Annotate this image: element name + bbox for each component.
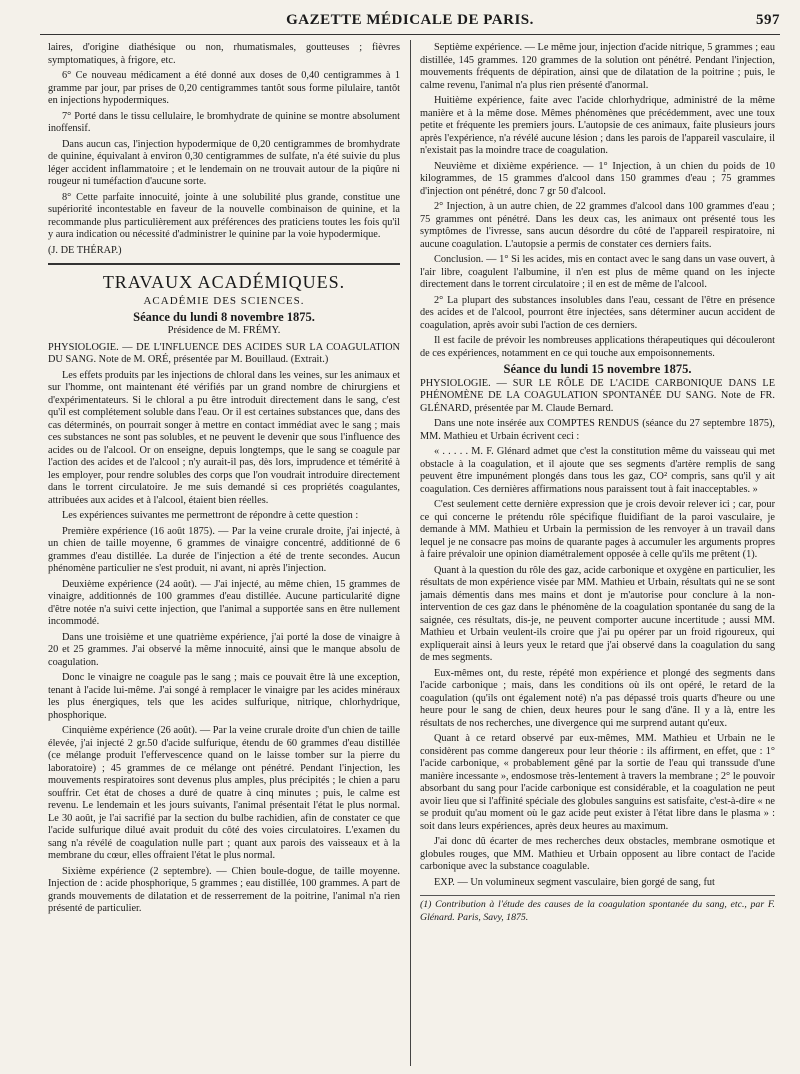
paragraph: J'ai donc dû écarter de mes recherches deux obstacles, membrane osmotique et globules rouges, que MM. Mathieu et Urbain opposent au libre contact de l'acide carbonique avec la substance coagulable.	[420, 836, 775, 872]
paragraph: Conclusion. — 1° Si les acides, mis en contact avec le sang dans un vase ouvert, à l'air libre, coagulent l'albumine, il n'en est plus de même quand on les injecte directement dans le torrent circulatoire ; il en est de même de l'alcool.	[420, 254, 775, 290]
paragraph: « . . . . . M. F. Glénard admet que c'est la constitution même du vaisseau qui met obstacle à la coagulation, et il ajoute que ses segments d'artère remplis de sang peuvent être impunément plongés dans tous les gaz, CO² compris, sans qu'il y ait coagulation. Ces dernières affirmations nous paraissent tout à fait inacceptables. »	[420, 446, 775, 495]
paragraph: Deuxième expérience (24 août). — J'ai injecté, au même chien, 15 grammes de vinaigre, additionnés de 100 grammes d'eau distillée. Aucune particularité digne d'être notée n'a suivi cette injection, que l'animal a supportée sans en être nullement incommodé.	[48, 578, 400, 627]
paragraph: 8° Cette parfaite innocuité, jointe à une solubilité plus grande, constitue une supériorité incontestable en faveur de la nouvelle combinaison de quinine, et la recommande plus particulièrement aux préférences des praticiens toutes les fois qu'il y aura indication ou nécessité d'administrer le quinine par la voie hypodermique.	[48, 191, 400, 240]
paragraph: Septième expérience. — Le même jour, injection d'acide nitrique, 5 grammes ; eau distillée, 145 grammes. 120 grammes de la solution ont pénétré. Pendant l'injection, mouvements fréquents de dépiration, ainsi que de dilatation de la poitrine ; puis, le calme revenu, l'animal n'a plus rien présenté d'anormal.	[420, 42, 775, 91]
paragraph: Les expériences suivantes me permettront de répondre à cette question :	[62, 510, 359, 521]
paragraph: 7° Porté dans le tissu cellulaire, le bromhydrate de quinine se montre absolument inoffensif.	[48, 110, 400, 134]
paragraph: Quant à ce retard observé par eux-mêmes, MM. Mathieu et Urbain ne le considèrent pas comme dangereux pour leur théorie : ils affirment, en effet, que : 1° l'acide carbonique, « probablement gêné par la sortie de l'eau qui transsude d'une manière incessante », endosmose très-lentement à travers la membrane ; 2° le pouvoir absorbant du sang pour l'acide carbonique est considérable, et la coagulation ne peut avoir lieu que si l'affinité spéciale des globules sanguins est satisfaite, c'est-à-dire « ne se produit qu'au moment où le gaz acide peut exister à l'état libre dans le plasma » : soit dans leurs expériences, après deux heures au maximum.	[420, 733, 775, 832]
paragraph: 2° La plupart des substances insolubles dans l'eau, cessant de l'être en présence des acides et de l'alcool, pourront être injectées, sans déterminer aucun accident de coagulation, après avoir subi l'action de ces derniers.	[420, 294, 775, 331]
source-signature: (J. DE THÉRAP.)	[48, 244, 122, 256]
column-divider	[410, 40, 411, 1066]
page-number: 597	[756, 12, 780, 28]
journal-title: GAZETTE MÉDICALE DE PARIS.	[286, 12, 534, 28]
academy-heading: ACADÉMIE DES SCIENCES.	[143, 295, 305, 307]
left-column	[48, 42, 400, 1070]
paragraph: C'est seulement cette dernière expression que je crois devoir relever ici ; car, pour ce qui concerne le prétendu rôle spécifique fluidifiant de la paroi vasculaire, je demande à MM. Mathieu et Urbain la permission de les renvoyer à un travail dans lequel je ne consacre pas moins de quarante pages à accumuler les arguments propres à faire prévaloir une opinion diamétralement opposée à celle qu'ils me prêtent (1).	[420, 499, 775, 560]
section-title: TRAVAUX ACADÉMIQUES.	[102, 272, 346, 292]
paragraph: Les effets produits par les injections de chloral dans les veines, sur les animaux et sur l'homme, ont maintenant été vérifiés par un grand nombre de chirurgiens et d'expérimentateurs. Si le chloral a pu être introduit directement dans le sang, c'est qu'il est complétement soluble dans l'eau. Or il est certaines substances que, dans des cas déterminés, on pourrait songer à mettre en contact immédiat avec le sang ; mais ces substances ne sont pas solubles, et ne peuvent le devenir que sous l'influence des acides ou de l'alcool. Or on enseigne, depuis longtemps, que le sang se coagule par l'action des acides et de l'alcool ; n'y aurait-il pas, dès lors, imprudence et témérité à les employer, pour rendre solubles des corps que l'on voudrait introduire directement dans le torrent circulatoire. Je me suis demandé si ces propriétés coagulantes, attribuées aux acides et à l'alcool, étaient bien réelles.	[48, 369, 400, 506]
paragraph: Il est facile de prévoir les nombreuses applications thérapeutiques qui découleront de ces expériences, notamment en ce qui touche aux empoisonnements.	[420, 335, 775, 359]
page-header	[40, 10, 780, 35]
section-rule	[48, 263, 400, 265]
seance-heading: Séance du lundi 8 novembre 1875.	[133, 309, 315, 324]
paragraph: Eux-mêmes ont, du reste, répété mon expérience et plongé des segments dans l'acide carbonique ; mais, dans les conditions où ils ont opéré, le retard de la coagulation (qu'ils ont également noté) n'a pas dépassé trois quarts d'heure ou une heure pour le sang de chien, deux heures pour le sang d'âne. Il y a là, entre les résultats de nos recherches, une divergence qui me surprend autant qu'eux.	[420, 667, 775, 729]
presidence-line: Présidence de M. FRÉMY.	[167, 325, 281, 336]
paragraph: Donc le vinaigre ne coagule pas le sang ; mais ce pouvait être là une exception, tenant à l'acide lui-même. J'ai songé à remplacer le vinaigre par les acides minéraux les plus énergiques, tels que les acides sulfurique, nitrique, chlorhydrique, phosphorique.	[48, 672, 400, 721]
paragraph: Cinquième expérience (26 août). — Par la veine crurale droite d'un chien de taille élevée, j'ai injecté 2 gr.50 d'acide sulfurique, étendu de 60 grammes d'eau distillée (ce mélange produit l'effervescence quand on le laisse tomber sur la pierre du laboratoire) ; 45 grammes de ce mélange ont pénétré. Pendant l'injection, les mouvements respiratoires sont devenus plus amples, plus précipités ; le chien a paru souffrir. Cet état de choses a duré de quatre à cinq minutes ; puis, le calme est revenu. Le lendemain et les jours suivants, l'animal présentait l'état le plus normal. Le 30 août, je l'ai sacrifié par la section du bulbe rachidien, afin de constater ce que l'acide sulfurique dilué avait produit du côté des voies circulatoires. L'examen du sang n'a révélé de coagulation nulle part ; quant aux parois des vaisseaux et à la membrane du cœur, elles offraient l'état le plus normal.	[48, 725, 400, 861]
paragraph: Dans une troisième et une quatrième expérience, j'ai porté la dose de vinaigre à 20 et 25 grammes. J'ai observé la même innocuité, ainsi que le manque absolu de coagulation.	[48, 631, 400, 668]
paragraph: Dans une note insérée aux COMPTES RENDUS (séance du 27 septembre 1875), MM. Mathieu et Urbain écrivent ceci :	[420, 418, 775, 442]
paragraph: 6° Ce nouveau médicament a été donné aux doses de 0,40 centigrammes à 1 gramme par jour, par prises de 0,20 centigrammes tantôt sous forme pilulaire, tantôt en injections hypodermiques.	[48, 70, 400, 106]
paragraph: Sixième expérience (2 septembre). — Chien boule-dogue, de taille moyenne. Injection de : acide phosphorique, 5 grammes ; eau distillée, 100 grammes. A part de grands mouvements de dilatation et de resserrement de la poitrine, l'animal n'a rien présenté de particulier.	[48, 865, 400, 914]
paragraph: laires, d'origine diathésique ou non, rhumatismales, goutteuses ; fièvres symptomatiques, à frigore, etc.	[48, 42, 400, 66]
seance-heading: Séance du lundi 15 novembre 1875.	[503, 362, 692, 376]
paragraph: Huitième expérience, faite avec l'acide chlorhydrique, administré de la même manière et à la même dose. Mêmes phénomènes que précédemment, avec une toux petite et fréquente les premiers jours. L'autopsie de ces animaux, faite plusieurs jours après l'expérience, n'a révélé aucune lésion ; dans les parois de l'appareil vasculaire, il n'existait pas la moindre trace de coagulation.	[420, 95, 775, 156]
paragraph: Quant à la question du rôle des gaz, acide carbonique et oxygène en particulier, les résultats de mon expérience visée par MM. Mathieu et Urbain, résultats qui ne se sont jamais démentis dans mes mains et dont je m'autorise pour conclure à la non-intervention de ces gaz dans le phénomène de la coagulation spontanée du sang de la saignée, ces résultats, dis-je, ne peuvent comporter aucune incertitude ; aussi MM. Mathieu et Urbain veulent-ils croire que j'ai pu opérer par un froid rigoureux, qui expliquerait ainsi à leurs yeux le retard que j'ai observé dans la coagulation du sang de mes segments.	[420, 564, 775, 663]
footnote: (1) Contribution à l'étude des causes de la coagulation spontanée du sang, etc., par F. Glénard. Paris, Savy, 1875.	[420, 895, 775, 924]
article-heading: PHYSIOLOGIE. — SUR LE RÔLE DE L'ACIDE CARBONIQUE DANS LE PHÉNOMÈNE DE LA COAGULATION SPONTANÉE DU SANG. Note de FR. GLÉNARD, présentée par M. Claude Bernard.	[420, 377, 775, 414]
paragraph: Neuvième et dixième expérience. — 1° Injection, à un chien du poids de 10 kilogrammes, de 15 grammes d'alcool dans 150 grammes d'eau ; 75 grammes d'injection ont pénétré, donc 7 gr 50 d'alcool.	[420, 160, 775, 197]
right-column	[420, 42, 775, 1070]
article-heading: PHYSIOLOGIE. — DE L'INFLUENCE DES ACIDES SUR LA COAGULATION DU SANG. Note de M. ORÉ, présentée par M. Bouillaud. (Extrait.)	[48, 341, 400, 365]
paragraph: Dans aucun cas, l'injection hypodermique de 0,20 centigrammes de bromhydrate de quinine, équivalant à environ 0,30 centigrammes de sulfate, n'a été suivie du plus léger accident inflammatoire ; et le lendemain on ne trouvait autour de la piqûre ni rougeur ni tuméfaction d'aucune sorte.	[48, 138, 400, 187]
paragraph: EXP. — Un volumineux segment vasculaire, bien gorgé de sang, fut	[434, 876, 715, 888]
paragraph: 2° Injection, à un autre chien, de 22 grammes d'alcool dans 100 grammes d'eau ; 75 grammes ont pénétré. Dans les deux cas, les animaux ont présenté tous les symptômes de l'ivresse, sans aucun désordre du côté de l'appareil respiratoire, ni aucune coagulation. L'autopsie a permis de constater ces derniers faits.	[420, 201, 775, 250]
paragraph: Première expérience (16 août 1875). — Par la veine crurale droite, j'ai injecté, à un chien de taille moyenne, 6 grammes de vinaigre concentré, additionné de 6 grammes d'eau distillée. La durée de l'injection a été de trente secondes. Aucun phénomène particulier ne s'est produit, ni avant, ni après l'injection.	[48, 525, 400, 574]
